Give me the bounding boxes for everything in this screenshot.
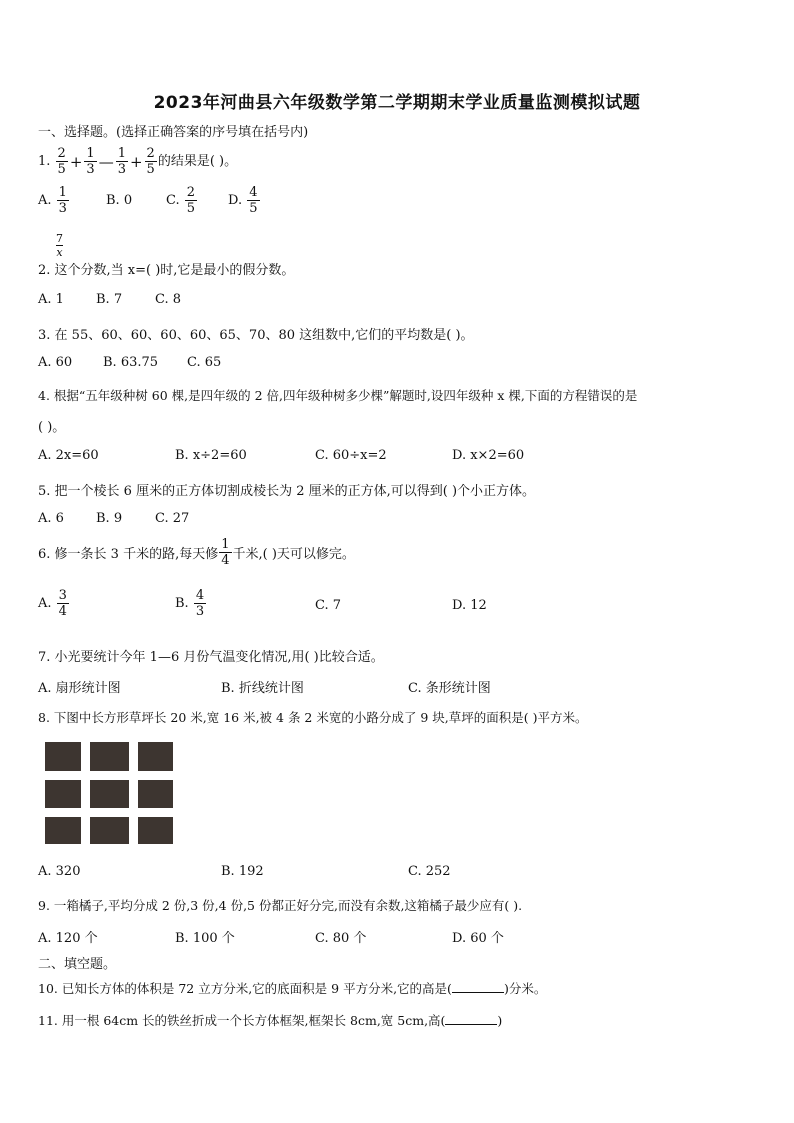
q7-options <box>38 677 638 696</box>
q8-option-b[interactable]: B. 192 <box>221 864 264 879</box>
q2-option-c[interactable]: C. 8 <box>155 292 182 307</box>
q7-option-b[interactable]: B. 折线统计图 <box>221 681 304 696</box>
q3-option-b[interactable]: B. 63.75 <box>103 355 159 370</box>
question-5: 5. 把一个棱长 6 厘米的正方体切割成棱长为 2 厘米的正方体,可以得到( )个小正方体。 <box>38 484 536 499</box>
path-horizontal-2 <box>45 808 173 817</box>
question-6 <box>38 537 355 568</box>
section-choice-heading: 一、选择题。(选择正确答案的序号填在括号内) <box>38 125 309 140</box>
q1-number: 1. <box>38 154 51 169</box>
q9-option-d[interactable]: D. 60 个 <box>452 931 504 946</box>
q9-options <box>38 927 638 946</box>
page-title: 2023年河曲县六年级数学第二学期期末学业质量监测模拟试题 <box>153 93 641 113</box>
question-10 <box>38 979 546 997</box>
q3-option-a[interactable]: A. 60 <box>38 355 73 370</box>
q6-fraction: $\frac{1}{4}$ <box>221 537 230 568</box>
q1-fraction-1: $\frac{2}{5}$ <box>57 146 66 177</box>
question-4-line-1: 4. 根据“五年级种树 60 棵,是四年级的 2 倍,四年级种树多少棵”解题时,设四年级种 x 棵,下面的方程错误的是 <box>38 388 638 403</box>
q1-options <box>38 185 738 219</box>
q6-option-a[interactable]: A. $\frac{3}{4}$ <box>38 588 67 619</box>
question-7: 7. 小光要统计今年 1—6 月份气温变化情况,用( )比较合适。 <box>38 650 384 665</box>
q6-stem-pre: 6. 修一条长 3 千米的路,每天修 <box>38 547 219 562</box>
q1-option-c[interactable]: C. $\frac{2}{5}$ <box>166 185 196 216</box>
q1-fraction-3: $\frac{1}{3}$ <box>117 146 126 177</box>
q4-option-a[interactable]: A. 2x=60 <box>38 448 99 463</box>
question-2: 2. 这个分数,当 x=( )时,它是最小的假分数。 <box>38 263 295 278</box>
q1-op-1: + <box>69 152 83 171</box>
q1-op-3: + <box>129 152 143 171</box>
q5-option-b[interactable]: B. 9 <box>96 511 123 526</box>
q1-option-b[interactable]: B. 0 <box>106 193 133 208</box>
q10-stem-pre: 10. 已知长方体的体积是 72 立方分米,它的底面积是 9 平方分米,它的高是( <box>38 981 452 996</box>
question-9: 9. 一箱橘子,平均分成 2 份,3 份,4 份,5 份都正好分完,而没有余数,这箱橘子最少应有( ). <box>38 898 523 913</box>
question-1 <box>38 146 237 177</box>
q1-fraction-2: $\frac{1}{3}$ <box>86 146 95 177</box>
q8-option-c[interactable]: C. 252 <box>408 864 451 879</box>
lawn-rect <box>45 742 173 844</box>
section-fill-heading: 二、填空题。 <box>38 957 117 972</box>
q8-options <box>38 864 638 880</box>
q2-options <box>38 292 438 308</box>
q11-stem-pre: 11. 用一根 64cm 长的铁丝折成一个长方体框架,框架长 8cm,宽 5cm,高( <box>38 1013 446 1028</box>
q10-stem-post: )分米。 <box>503 981 547 996</box>
q1-op-2: — <box>98 152 114 171</box>
q3-options <box>38 355 438 371</box>
q11-answer-blank[interactable] <box>445 1012 497 1025</box>
q4-option-c[interactable]: C. 60÷x=2 <box>315 448 387 463</box>
q6-option-d[interactable]: D. 12 <box>452 598 487 613</box>
q3-option-c[interactable]: C. 65 <box>187 355 222 370</box>
q6-stem-post: 千米,( )天可以修完。 <box>232 547 355 562</box>
q2-fraction: 7 x <box>56 232 63 259</box>
question-11 <box>38 1011 502 1029</box>
q6-option-b[interactable]: B. $\frac{4}{3}$ <box>175 588 205 619</box>
q9-option-a[interactable]: A. 120 个 <box>38 931 98 946</box>
q4-option-b[interactable]: B. x÷2=60 <box>175 448 247 463</box>
q1-stem-tail: 的结果是( )。 <box>157 154 238 169</box>
q6-option-c[interactable]: C. 7 <box>315 598 342 613</box>
question-4-line-2: ( )。 <box>38 420 66 435</box>
q8-option-a[interactable]: A. 320 <box>38 864 81 879</box>
path-horizontal-1 <box>45 771 173 780</box>
q5-option-a[interactable]: A. 6 <box>38 511 64 526</box>
q11-stem-post: ) <box>497 1013 503 1028</box>
q1-option-d[interactable]: D. $\frac{4}{5}$ <box>228 185 258 216</box>
q5-option-c[interactable]: C. 27 <box>155 511 190 526</box>
path-vertical-2 <box>129 742 138 844</box>
q7-option-a[interactable]: A. 扇形统计图 <box>38 681 121 696</box>
path-vertical-1 <box>81 742 90 844</box>
q7-option-c[interactable]: C. 条形统计图 <box>408 681 491 696</box>
q1-fraction-4: $\frac{2}{5}$ <box>146 146 155 177</box>
question-8: 8. 下图中长方形草坪长 20 米,宽 16 米,被 4 条 2 米宽的小路分成了 9 块,草坪的面积是( )平方米。 <box>38 710 588 725</box>
lawn-diagram <box>45 742 173 844</box>
q2-option-a[interactable]: A. 1 <box>38 292 64 307</box>
q5-options <box>38 511 438 527</box>
q4-options <box>38 448 638 464</box>
q9-option-b[interactable]: B. 100 个 <box>175 931 235 946</box>
q1-option-a[interactable]: A. $\frac{1}{3}$ <box>38 185 67 216</box>
q4-option-d[interactable]: D. x×2=60 <box>452 448 525 463</box>
question-3: 3. 在 55、60、60、60、60、65、70、80 这组数中,它们的平均数是( )。 <box>38 328 474 343</box>
q6-options <box>38 588 638 624</box>
q2-option-b[interactable]: B. 7 <box>96 292 123 307</box>
q9-option-c[interactable]: C. 80 个 <box>315 931 367 946</box>
q10-answer-blank[interactable] <box>452 980 504 993</box>
